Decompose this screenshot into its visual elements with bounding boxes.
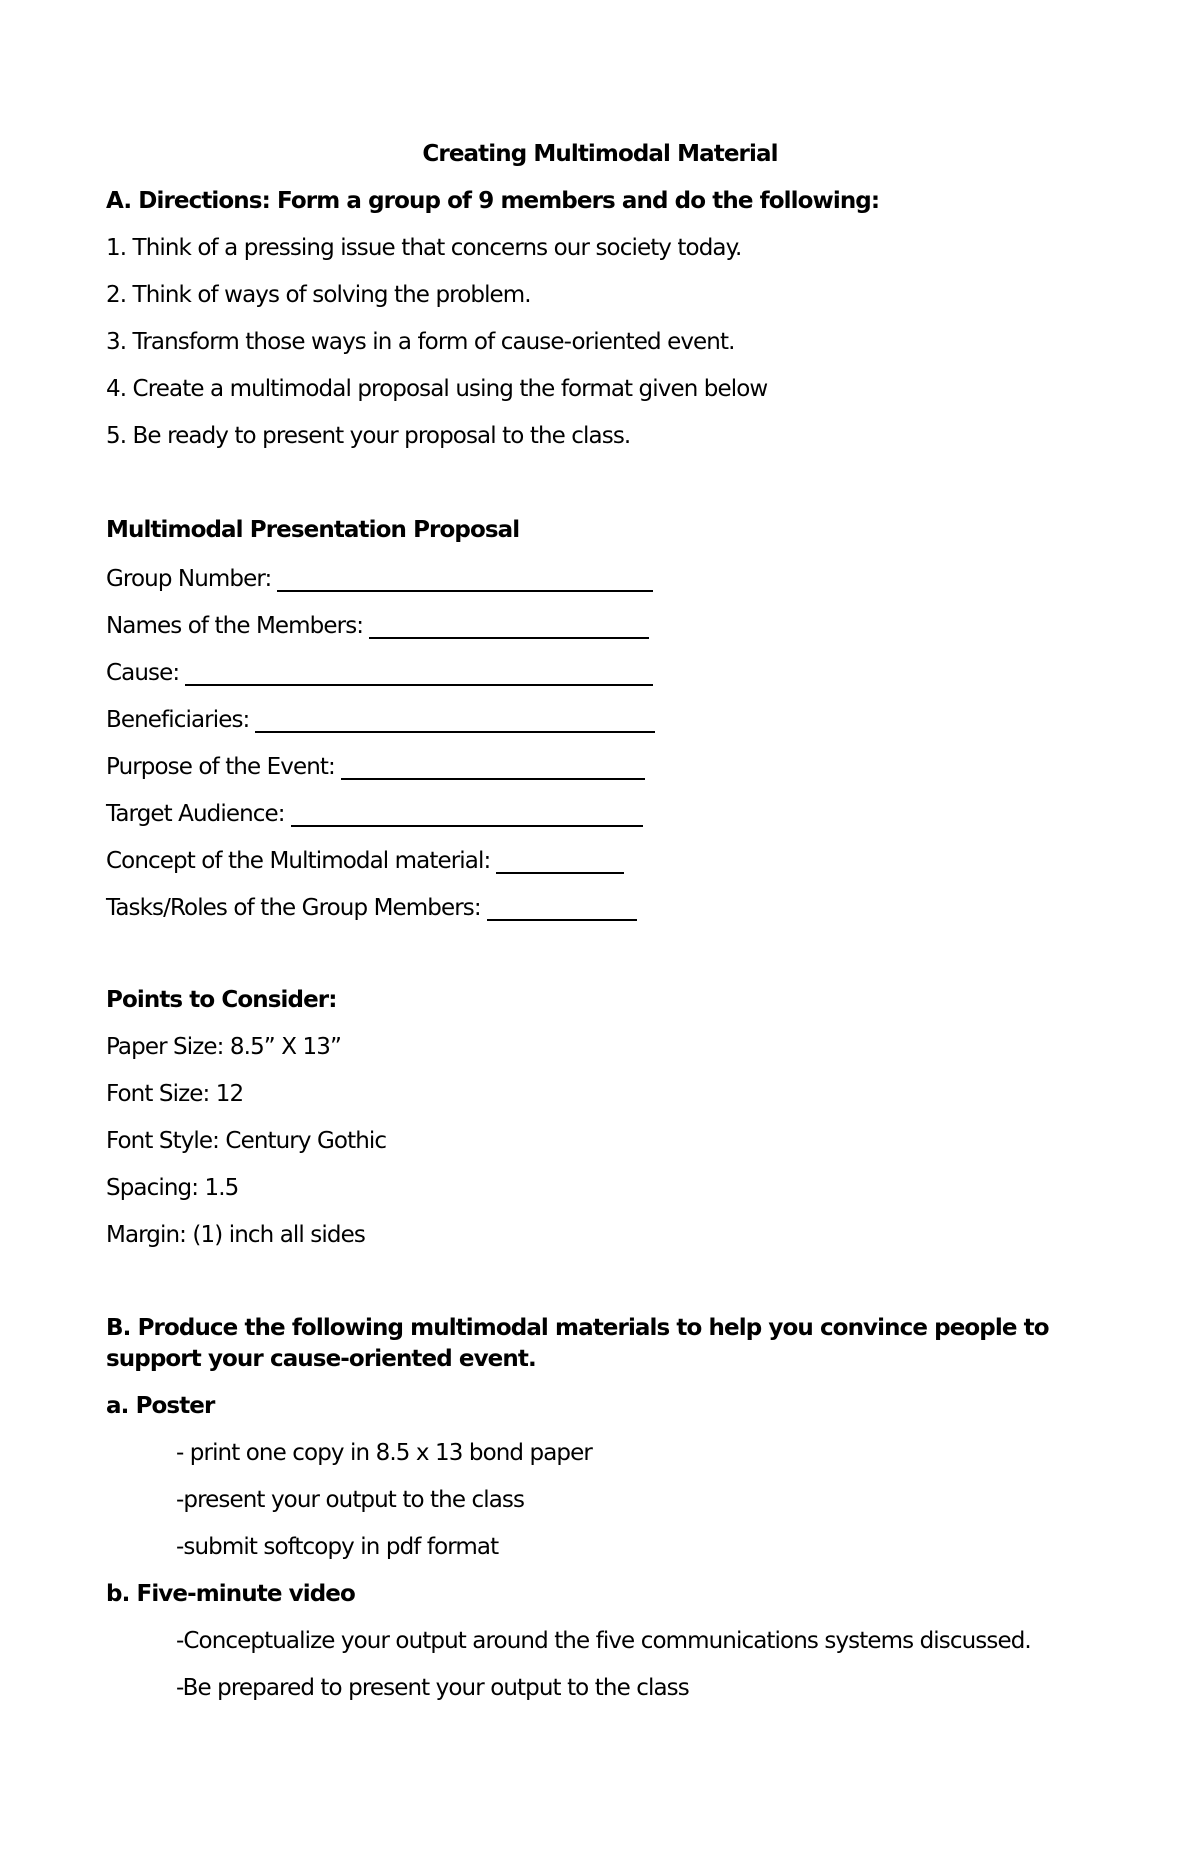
video-item: -Be prepared to present your output to the class	[176, 1675, 689, 1701]
step-item: 3. Transform those ways in a form of cause-oriented event.	[106, 329, 735, 355]
form-field-names	[106, 611, 649, 639]
field-label: Beneficiaries:	[106, 707, 250, 733]
form-field-concept	[106, 846, 624, 874]
points-heading: Points to Consider:	[106, 987, 337, 1013]
form-field-group-number	[106, 564, 653, 592]
field-label: Tasks/Roles of the Group Members:	[106, 895, 481, 921]
poster-item: - print one copy in 8.5 x 13 bond paper	[176, 1440, 592, 1466]
field-label: Target Audience:	[106, 801, 285, 827]
video-item: -Conceptualize your output around the five communications systems discussed.	[176, 1628, 1031, 1654]
video-label: b. Five-minute video	[106, 1581, 355, 1607]
point-item: Margin: (1) inch all sides	[106, 1222, 365, 1248]
field-label: Cause:	[106, 660, 180, 686]
point-item: Spacing: 1.5	[106, 1175, 239, 1201]
field-label: Group Number:	[106, 566, 272, 592]
point-item: Font Size: 12	[106, 1081, 244, 1107]
form-field-cause	[106, 658, 653, 686]
fill-in-blank	[487, 893, 637, 921]
document-title: Creating Multimodal Material	[422, 141, 778, 167]
fill-in-blank	[341, 752, 645, 780]
point-item: Font Style: Century Gothic	[106, 1128, 387, 1154]
fill-in-blank	[185, 658, 653, 686]
section-a-heading: A. Directions: Form a group of 9 members and do the following:	[106, 188, 880, 214]
poster-item: -present your output to the class	[176, 1487, 525, 1513]
step-item: 5. Be ready to present your proposal to the class.	[106, 423, 631, 449]
poster-item: -submit softcopy in pdf format	[176, 1534, 499, 1560]
form-field-purpose	[106, 752, 645, 780]
poster-label: a. Poster	[106, 1393, 215, 1419]
form-field-tasks-roles	[106, 893, 637, 921]
fill-in-blank	[291, 799, 643, 827]
step-item: 1. Think of a pressing issue that concerns our society today.	[106, 235, 742, 261]
fill-in-blank	[277, 564, 653, 592]
field-label: Names of the Members:	[106, 613, 364, 639]
proposal-heading: Multimodal Presentation Proposal	[106, 517, 520, 543]
step-item: 4. Create a multimodal proposal using the format given below	[106, 376, 768, 402]
fill-in-blank	[255, 705, 655, 733]
field-label: Purpose of the Event:	[106, 754, 335, 780]
step-item: 2. Think of ways of solving the problem.	[106, 282, 531, 308]
point-item: Paper Size: 8.5” X 13”	[106, 1034, 341, 1060]
fill-in-blank	[369, 611, 649, 639]
field-label: Concept of the Multimodal material:	[106, 848, 491, 874]
section-b-heading: B. Produce the following multimodal materials to help you convince people to support your cause-oriented event.	[106, 1315, 1049, 1372]
fill-in-blank	[496, 846, 624, 874]
form-field-target-audience	[106, 799, 643, 827]
form-field-beneficiaries	[106, 705, 655, 733]
